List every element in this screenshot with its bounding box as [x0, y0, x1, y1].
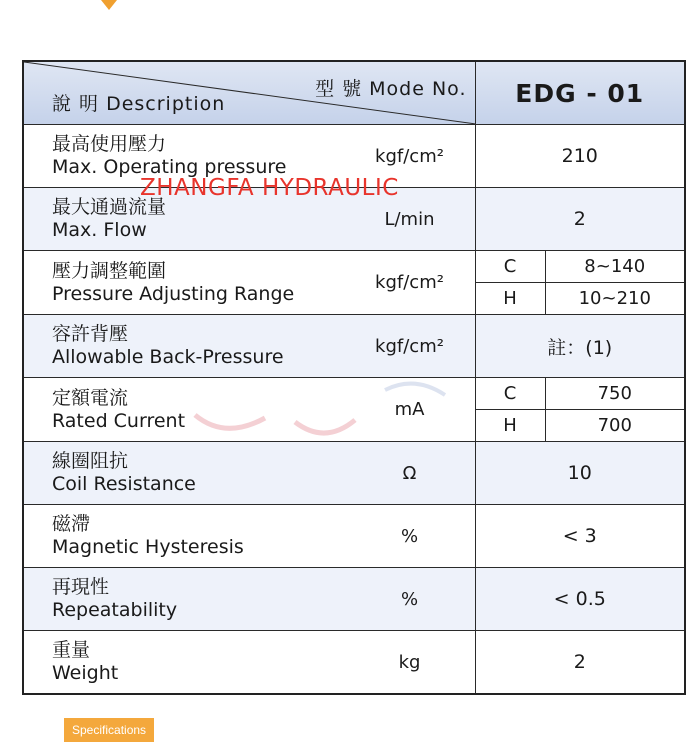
row-value: < 3 — [475, 505, 685, 568]
down-arrow-icon — [101, 0, 117, 10]
spec-table — [22, 60, 686, 695]
row-label-zh: 定額電流 — [52, 386, 129, 409]
row-unit: % — [400, 588, 419, 610]
model-name: EDG - 01 — [475, 61, 685, 125]
spec-row — [23, 125, 685, 188]
row-unit: kgf/cm² — [375, 335, 444, 357]
model-number-label: 型 號 Mode No. — [315, 78, 467, 100]
grade-value: 750 — [545, 378, 685, 410]
row-value: 210 — [475, 125, 685, 188]
spec-row — [23, 315, 685, 378]
row-label-en: Max. Operating pressure — [52, 156, 287, 178]
row-value: 10 — [475, 442, 685, 505]
row-unit: % — [400, 525, 419, 547]
row-description — [23, 631, 475, 695]
spec-row — [23, 505, 685, 568]
grade-letter: C — [475, 251, 545, 283]
row-description — [23, 505, 475, 568]
description-label: 說 明 Description — [52, 93, 226, 115]
row-value: 2 — [475, 631, 685, 695]
specifications-badge: Specifications — [64, 718, 154, 742]
row-unit: kg — [398, 651, 421, 673]
row-label-zh: 磁滯 — [52, 513, 91, 535]
row-unit: kgf/cm² — [375, 272, 444, 293]
grade-value: 8~140 — [545, 251, 685, 283]
row-label-zh: 重量 — [52, 639, 91, 661]
row-label-zh: 最高使用壓力 — [52, 133, 167, 155]
row-unit: mA — [394, 399, 425, 420]
header-row — [23, 61, 685, 125]
row-label-en: Rated Current — [52, 409, 186, 432]
row-description — [23, 378, 475, 442]
spec-row — [23, 442, 685, 505]
row-unit: Ω — [402, 462, 417, 484]
row-label-en: Pressure Adjusting Range — [52, 282, 295, 305]
row-description — [23, 568, 475, 631]
row-unit: L/min — [384, 208, 435, 230]
grade-value: 700 — [545, 410, 685, 442]
row-value: 2 — [475, 188, 685, 251]
row-description — [23, 442, 475, 505]
row-value: < 0.5 — [475, 568, 685, 631]
spec-row — [23, 631, 685, 695]
header-description-cell — [23, 61, 475, 125]
row-description — [23, 251, 475, 315]
row-label-en: Magnetic Hysteresis — [52, 536, 244, 558]
row-label-zh: 線圈阻抗 — [52, 450, 129, 472]
row-label-en: Max. Flow — [52, 219, 147, 241]
spec-row — [23, 378, 685, 410]
row-label-zh: 壓力調整範圍 — [52, 259, 167, 282]
spec-row — [23, 568, 685, 631]
grade-letter: C — [475, 378, 545, 410]
spec-row — [23, 188, 685, 251]
grade-letter: H — [475, 283, 545, 315]
row-label-en: Coil Resistance — [52, 473, 196, 495]
row-label-zh: 最大通過流量 — [52, 196, 167, 218]
row-description — [23, 188, 475, 251]
row-label-en: Weight — [52, 662, 119, 684]
row-label-zh: 容許背壓 — [52, 323, 129, 345]
row-label-en: Allowable Back-Pressure — [52, 346, 284, 368]
grade-letter: H — [475, 410, 545, 442]
row-value: 註：(1) — [475, 315, 685, 378]
watermark-text: ZHANGFA HYDRAULIC — [140, 175, 399, 201]
row-label-zh: 再現性 — [52, 576, 110, 598]
row-description — [23, 315, 475, 378]
row-label-en: Repeatability — [52, 599, 178, 621]
row-description — [23, 125, 475, 188]
grade-value: 10~210 — [545, 283, 685, 315]
spec-row — [23, 251, 685, 283]
row-unit: kgf/cm² — [375, 145, 444, 167]
